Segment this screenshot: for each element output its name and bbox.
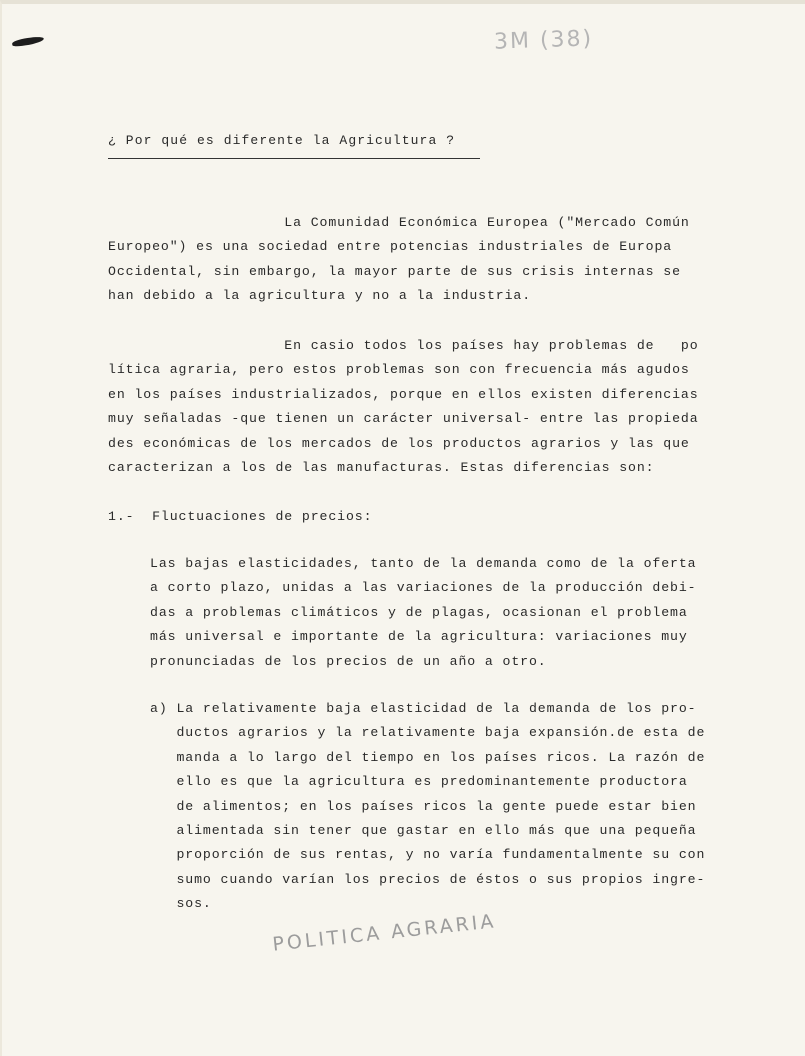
list-item-a: a) La relativamente baja elasticidad de la demanda de los pro- ductos agrarios y la relativamente baja expansión.de esta de manda a lo largo del tiempo en los países ricos. La razón de ello es que la agricultura es predominantemente productora de alimentos; en los países ricos la gente puede estar bien alimentada sin tener que gastar en ello más que una pequeña proporción de sus rentas, y no varía fundamentalmente su con sumo cuando varían los precios de éstos o sus propios ingre- sos. [150, 701, 706, 912]
page-title: ¿ Por qué es diferente la Agricultura ? [108, 133, 456, 148]
reference-note: 3M (38) [493, 26, 594, 55]
second-paragraph: En casio todos los países hay problemas de po lítica agraria, pero estos problemas son con frecuencia más agudos en los países industrializados, porque en ellos existen diferencias muy señaladas -que tienen un carácter universal- entre las propieda des económicas de los mercados de los productos agrarios y las que caracterizan a los de las manufacturas. Estas diferencias son: [108, 338, 699, 476]
handwritten-note: POLITICA AGRARIA [271, 910, 498, 956]
title-underline [108, 158, 480, 159]
section-paragraph: Las bajas elasticidades, tanto de la demanda como de la oferta a corto plazo, unidas a las variaciones de la producción debi- das a problemas climáticos y de plagas, ocasionan el problema más universal e importante de la agricultura: variaciones muy pronunciadas de los precios de un año a otro. [150, 556, 697, 669]
intro-paragraph: La Comunidad Económica Europea ("Mercado Común Europeo") es una sociedad entre potencias industriales de Europa Occidental, sin embargo, la mayor parte de sus crisis internas se han debido a la agricultura y no a la industria. [108, 215, 690, 304]
section-heading: 1.- Fluctuaciones de precios: [108, 509, 373, 524]
